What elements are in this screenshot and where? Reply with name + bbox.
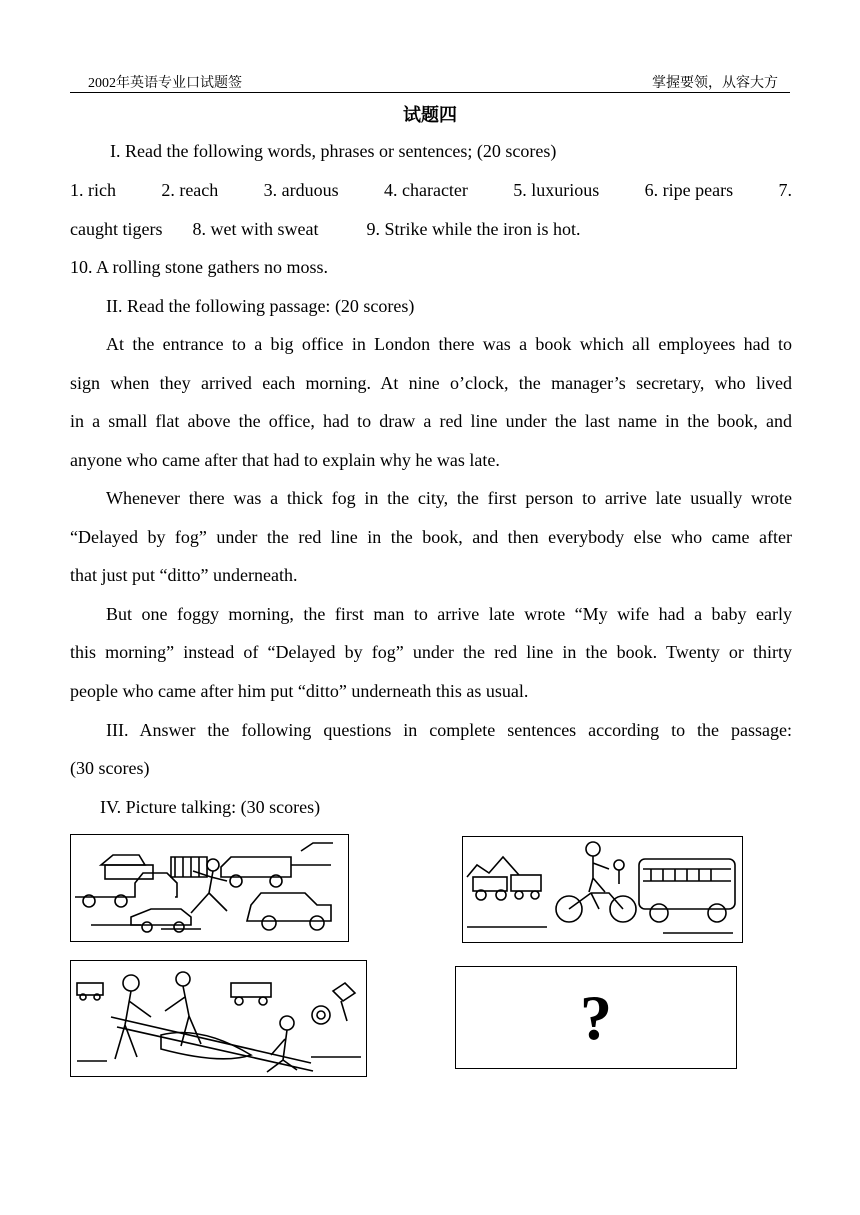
- passage-line: this morning” instead of “Delayed by fog” under the red line in the book. Twenty or thirty: [70, 642, 792, 662]
- header-divider: [70, 92, 790, 93]
- section2-heading: II. Read the following passage: (20 scores): [106, 296, 415, 316]
- passage-line: anyone who came after that had to explain why he was late.: [70, 450, 500, 470]
- vocab-item: 7.: [778, 180, 792, 200]
- header-left: 2002年英语专业口试题签: [88, 76, 242, 91]
- vocab-item: 2. reach: [161, 180, 219, 200]
- question-mark: ?: [580, 981, 612, 1053]
- passage-line: At the entrance to a big office in London there was a book which all employees had to: [106, 334, 792, 354]
- vocab-item: caught tigers: [70, 219, 163, 239]
- header-right: 掌握要领，从容大方: [652, 76, 778, 91]
- section4-heading: IV. Picture talking: (30 scores): [100, 797, 321, 817]
- page-title: 试题四: [403, 105, 457, 125]
- vocab-item: 9. Strike while the iron is hot.: [366, 219, 581, 239]
- vocab-line-3: 10. A rolling stone gathers no moss.: [70, 257, 328, 277]
- section3-heading: III. Answer the following questions in complete sentences according to the passage:: [106, 720, 792, 740]
- passage-line: “Delayed by fog” under the red line in the book, and then everybody else who came after: [70, 527, 792, 547]
- vocab-item: 5. luxurious: [513, 180, 600, 200]
- section1-heading: I. Read the following words, phrases or sentences; (20 scores): [110, 141, 557, 161]
- passage-line: Whenever there was a thick fog in the city, the first person to arrive late usually wrote: [106, 488, 792, 508]
- picture-1-street-traffic: [70, 834, 349, 942]
- passage-line: in a small flat above the office, had to draw a red line under the last name in the book, and: [70, 411, 792, 431]
- vocab-line-1: [70, 179, 792, 201]
- passage-line: sign when they arrived each morning. At nine o’clock, the manager’s secretary, who lived: [70, 373, 792, 393]
- picture-2-cyclist-bus: [462, 836, 743, 943]
- passage-line: that just put “ditto” underneath.: [70, 565, 298, 585]
- picture-3-stretcher: [70, 960, 367, 1077]
- section3-heading-cont: (30 scores): [70, 758, 150, 778]
- vocab-item: 8. wet with sweat: [192, 219, 319, 239]
- vocab-item: 1. rich: [70, 180, 116, 200]
- passage-line: But one foggy morning, the first man to arrive late wrote “My wife had a baby early: [106, 604, 792, 624]
- passage-line: people who came after him put “ditto” underneath this as usual.: [70, 681, 529, 701]
- vocab-line-2: [70, 218, 792, 240]
- vocab-item: 6. ripe pears: [644, 180, 734, 200]
- vocab-item: 4. character: [383, 180, 468, 200]
- vocab-item: 3. arduous: [263, 180, 339, 200]
- picture-4-question-box: [455, 966, 737, 1069]
